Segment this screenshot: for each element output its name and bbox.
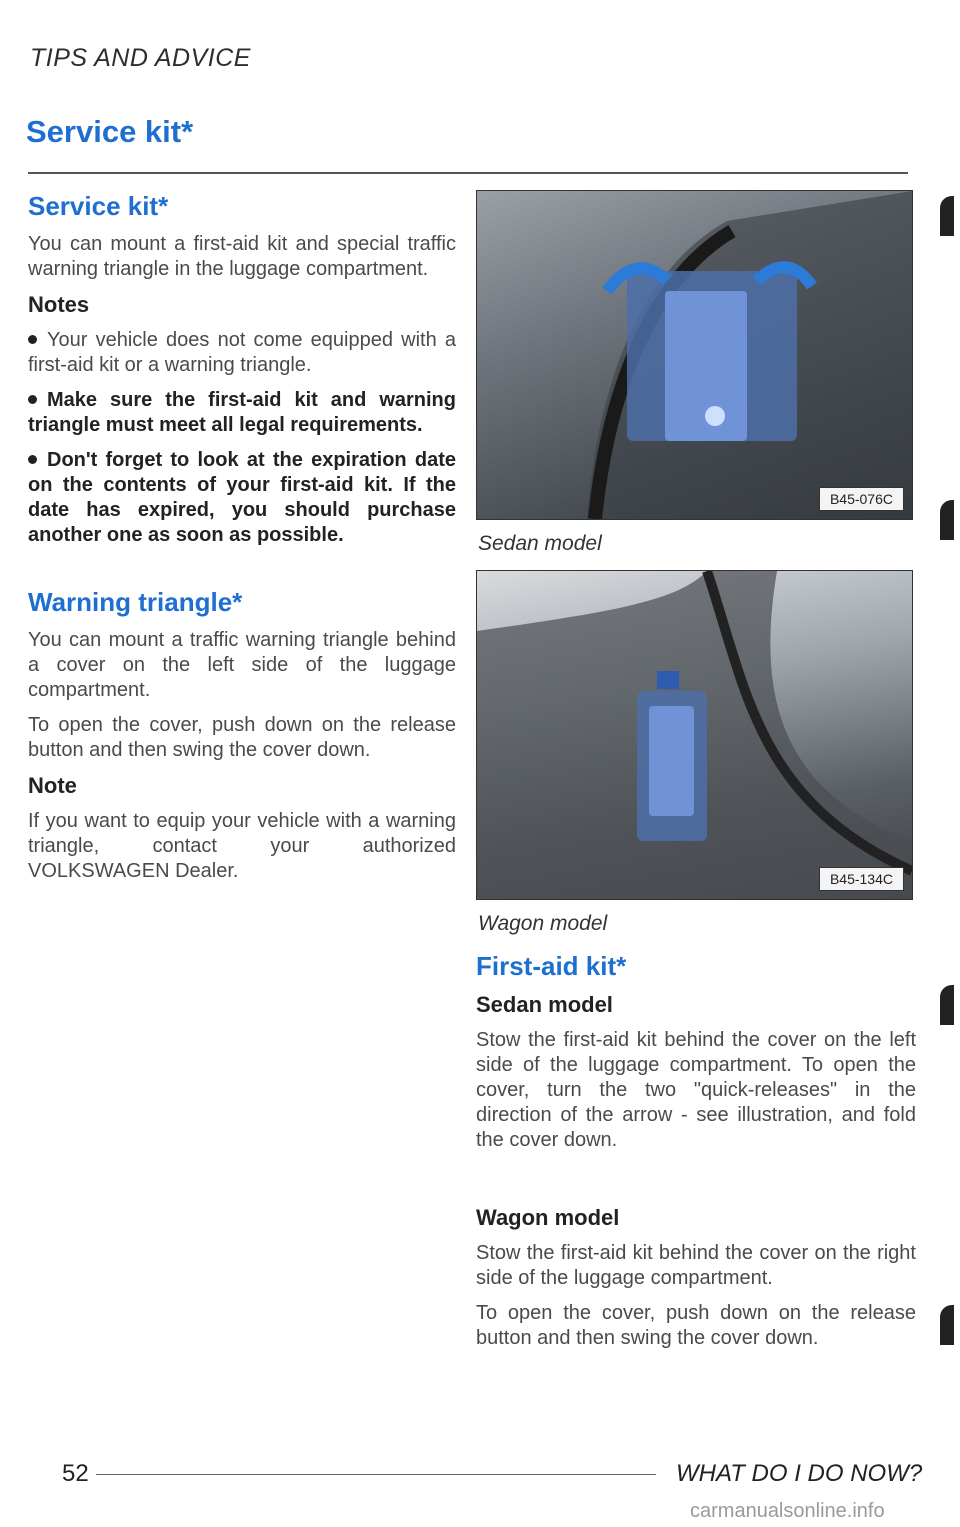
- note-item-2: [28, 388, 456, 438]
- title-divider: [28, 172, 908, 174]
- notes-heading: Notes: [28, 291, 90, 317]
- note-heading: Note: [28, 772, 77, 798]
- figure-code-wagon: B45-134C: [819, 867, 904, 891]
- note-item-3: [28, 448, 456, 548]
- note-item-1: [28, 328, 456, 378]
- page-edge-mark: [940, 196, 954, 236]
- page-number: 52: [62, 1460, 89, 1487]
- left-column: [28, 190, 456, 894]
- sedan-trunk-drawing: [477, 191, 912, 519]
- bullet-icon: [28, 395, 37, 404]
- page-title: Service kit*: [26, 114, 194, 149]
- wagon-model-text-2: To open the cover, push down on the release button and then swing the cover down.: [476, 1301, 916, 1349]
- caption-sedan: Sedan model: [478, 532, 602, 555]
- figure-code-sedan: B45-076C: [819, 487, 904, 511]
- page-edge-mark: [940, 500, 954, 540]
- warning-paragraph-2: To open the cover, push down on the release button and then swing the cover down.: [28, 713, 456, 761]
- note-text-1: Your vehicle does not come equipped with a first-aid kit or a warning triangle.: [28, 328, 456, 376]
- warning-triangle-heading: Warning triangle*: [28, 586, 243, 617]
- sedan-model-heading: Sedan model: [476, 991, 613, 1017]
- note-text-3: Don't forget to look at the expiration date on the contents of your first-aid kit. If the date has expired, you should purchase another one as soon as possible.: [28, 448, 456, 546]
- watermark: carmanualsonline.info: [690, 1500, 885, 1522]
- wagon-model-heading: Wagon model: [476, 1204, 620, 1230]
- bullet-icon: [28, 335, 37, 344]
- wagon-trunk-drawing: [477, 571, 912, 899]
- bullet-icon: [28, 455, 37, 464]
- section-tag: TIPS AND ADVICE: [30, 44, 251, 72]
- first-aid-heading: First-aid kit*: [476, 951, 627, 981]
- wagon-model-text-1: Stow the first-aid kit behind the cover on the right side of the luggage compartment.: [476, 1241, 916, 1289]
- service-kit-intro: You can mount a first-aid kit and special traffic warning triangle in the luggage compartment.: [28, 232, 456, 280]
- warning-paragraph-1: You can mount a traffic warning triangle behind a cover on the left side of the luggage compartment.: [28, 628, 456, 701]
- page-edge-mark: [940, 985, 954, 1025]
- chapter-title: WHAT DO I DO NOW?: [676, 1460, 923, 1487]
- sedan-trunk-illustration: [476, 190, 913, 520]
- sedan-model-text: Stow the first-aid kit behind the cover on the left side of the luggage compartment. To open the cover, turn the two "quick-releases" in the direction of the arrow - see illustration, and fold the cover down.: [476, 1028, 916, 1151]
- note-text: If you want to equip your vehicle with a warning triangle, contact your authorized VOLKSWAGEN Dealer.: [28, 809, 456, 882]
- caption-wagon: Wagon model: [478, 912, 608, 935]
- note-text-2: Make sure the first-aid kit and warning triangle must meet all legal requirements.: [28, 388, 456, 436]
- service-kit-heading: Service kit*: [28, 191, 169, 221]
- footer-divider: [96, 1474, 656, 1475]
- page-edge-mark: [940, 1305, 954, 1345]
- wagon-trunk-illustration: [476, 570, 913, 900]
- right-column: [476, 190, 916, 1361]
